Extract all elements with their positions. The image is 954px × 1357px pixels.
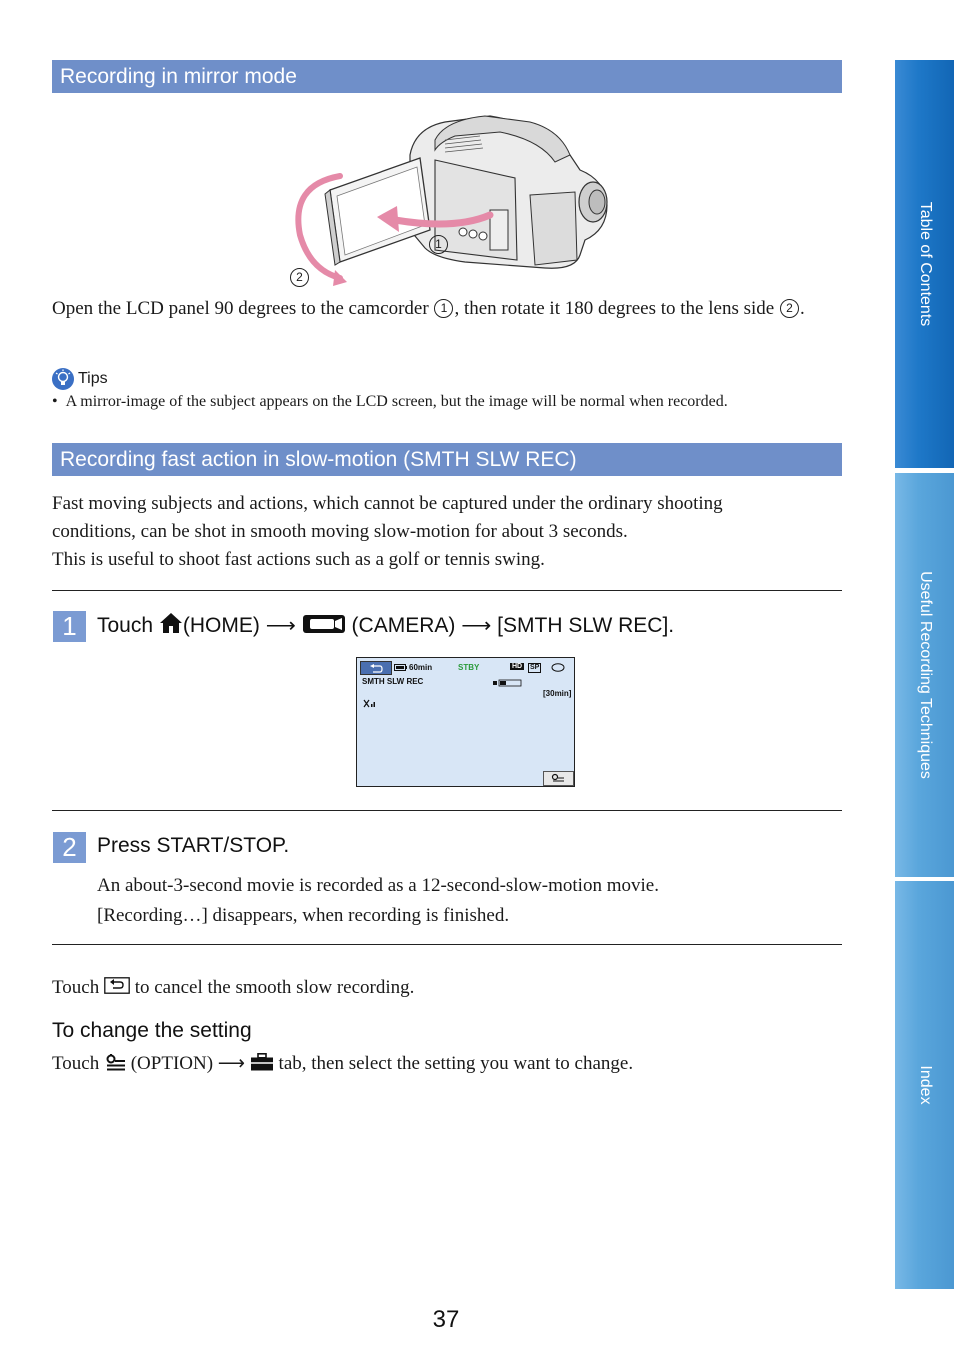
toolbox-icon <box>250 1053 274 1071</box>
intro-line-2: conditions, can be shot in smooth moving slow-motion for about 3 seconds. <box>52 521 628 542</box>
text-span: [SMTH SLW REC]. <box>497 614 675 637</box>
callout-1 <box>428 235 449 255</box>
inline-callout-1: 1 <box>434 299 453 318</box>
tab-table-of-contents[interactable] <box>895 60 954 468</box>
step-1-title <box>97 612 674 638</box>
step-1-number: 1 <box>53 611 86 642</box>
text-span: tab, then select the setting you want to change. <box>278 1053 634 1074</box>
step-2-line-2: [Recording…] disappears, when recording is finished. <box>97 905 510 926</box>
quality-badge: SP <box>530 664 540 671</box>
change-setting-heading: To change the setting <box>52 1019 252 1042</box>
standby-status: STBY <box>458 663 480 672</box>
remaining-time: [30min] <box>543 689 572 698</box>
tip-text: A mirror-image of the subject appears on the LCD screen, but the image will be normal when recorded. <box>65 393 728 410</box>
section-header-mirror-mode <box>52 60 842 93</box>
option-icon <box>104 1053 126 1071</box>
bullet: • <box>52 393 66 410</box>
tab-label: Index <box>916 1065 934 1105</box>
arrow-right-icon: ⟶ <box>265 614 296 637</box>
back-button[interactable] <box>360 661 392 675</box>
divider <box>52 590 842 591</box>
mode-label: SMTH SLW REC <box>362 677 424 686</box>
section-title: Recording fast action in slow-motion (SMTH SLW REC) <box>60 448 577 471</box>
callout-2 <box>289 268 310 288</box>
callout-2-label: 2 <box>290 268 309 287</box>
tips-label: Tips <box>78 370 108 387</box>
slow-motion-indicator-icon <box>493 679 525 687</box>
lightbulb-icon <box>52 368 74 390</box>
step-2-description <box>97 871 659 931</box>
callout-1-label: 1 <box>429 235 448 254</box>
tab-useful-recording-techniques[interactable] <box>895 473 954 877</box>
home-icon <box>159 612 183 634</box>
text-span: (HOME) <box>182 614 260 637</box>
cancel-instruction <box>52 974 414 1002</box>
arrow-right-icon: ⟶ <box>461 614 492 637</box>
return-icon <box>361 663 391 675</box>
lcd-screen <box>356 657 575 787</box>
text-span: Touch <box>52 1053 100 1074</box>
divider <box>52 944 842 945</box>
tab-label: Useful Recording Techniques <box>916 571 934 779</box>
tip-item <box>52 393 728 411</box>
tab-index[interactable] <box>895 881 954 1289</box>
tab-label: Table of Contents <box>916 201 934 327</box>
text-span: to cancel the smooth slow recording. <box>134 977 415 998</box>
section-header-slow-motion <box>52 443 842 476</box>
divider <box>52 810 842 811</box>
intro-line-1: Fast moving subjects and actions, which cannot be captured under the ordinary shooting <box>52 493 723 514</box>
hdd-icon <box>551 663 565 672</box>
text-span: . <box>799 298 805 319</box>
text-span: , then rotate it 180 degrees to the lens side <box>454 298 779 319</box>
mirror-mode-paragraph <box>52 295 842 323</box>
text-span: Touch <box>97 614 154 637</box>
camera-icon <box>302 613 346 635</box>
tips-header <box>52 368 108 390</box>
step-2-number: 2 <box>53 832 86 863</box>
step-2-line-1: An about-3-second movie is recorded as a 12-second-slow-motion movie. <box>97 875 659 896</box>
slow-motion-intro <box>52 490 723 574</box>
signal-icon <box>363 699 377 708</box>
page-number: 37 <box>432 1306 460 1333</box>
step-2-title: Press START/STOP. <box>97 834 290 857</box>
text-span: Open the LCD panel 90 degrees to the camcorder <box>52 298 434 319</box>
text-span: Touch <box>52 977 100 998</box>
arrow-right-icon: ⟶ <box>217 1053 246 1074</box>
battery-icon <box>394 664 407 671</box>
text-span: (CAMERA) <box>351 614 456 637</box>
text-span: (OPTION) <box>130 1053 214 1074</box>
option-icon <box>544 772 573 785</box>
inline-callout-2: 2 <box>780 299 799 318</box>
change-setting-instruction <box>52 1050 633 1078</box>
section-title: Recording in mirror mode <box>60 65 297 88</box>
return-icon <box>104 977 130 994</box>
intro-line-3: This is useful to shoot fast actions such as a golf or tennis swing. <box>52 549 545 570</box>
hd-badge: HD <box>512 663 523 670</box>
camcorder-illustration <box>285 110 615 292</box>
battery-remaining: 60min <box>409 663 433 672</box>
option-button[interactable] <box>543 771 574 786</box>
